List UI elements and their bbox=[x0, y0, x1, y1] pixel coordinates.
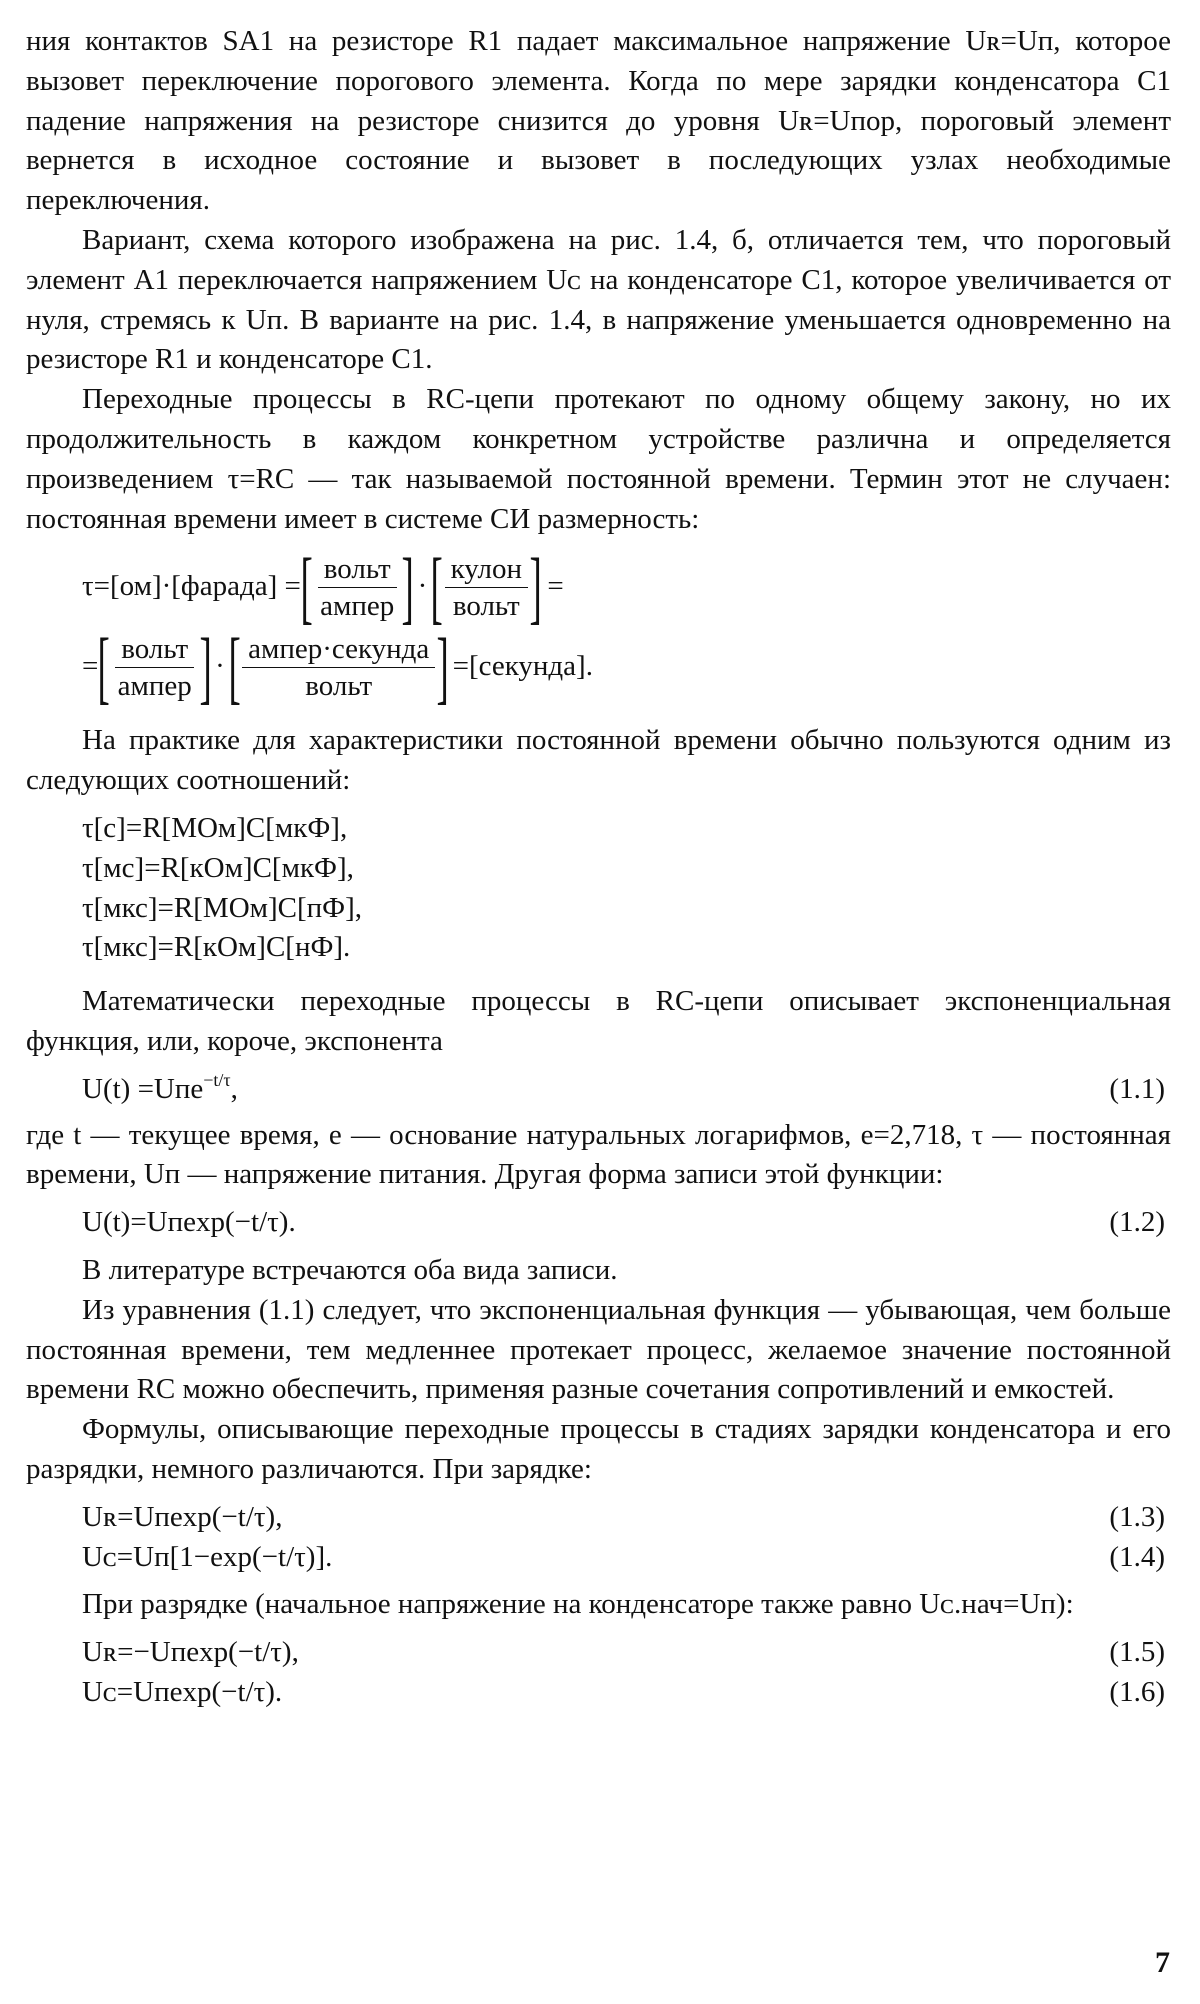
fraction-ampere-second-volt: $\frac{\text{ампер·секунда}}{\text{вольт}}$ bbox=[242, 631, 435, 704]
equation-number: (1.2) bbox=[1109, 1206, 1165, 1239]
units-formula-line-1: τ=[ом]·[фарада] = [ $\frac{\text{вольт}}{\text{ампер}}$ ] · [ $\frac{\text{кулон}}{\text{вольт}}$ ] = bbox=[82, 541, 564, 633]
relation-item: τ[с]=R[МОм]С[мкФ], bbox=[82, 811, 348, 844]
relations-list bbox=[26, 809, 1171, 968]
equation-1-4: Uᴄ=Uп[1−exp(−t/τ)]. (1.4) bbox=[26, 1538, 1171, 1578]
equation-1-5: Uʀ=−Uпexp(−t/τ), (1.5) bbox=[26, 1633, 1171, 1673]
equation-1-6: Uᴄ=Uпexp(−t/τ). (1.6) bbox=[26, 1673, 1171, 1713]
page-number: 7 bbox=[1155, 1946, 1170, 1979]
equation-number: (1.5) bbox=[1109, 1636, 1165, 1669]
paragraph-9: Формулы, описывающие переходные процессы в стадиях зарядки конденсатора и его разрядки, немного различаются. При зарядке: bbox=[26, 1413, 1171, 1485]
equation-1-1: U(t) =Uпe$^{-t/\tau}$, (1.1) bbox=[26, 1070, 1171, 1110]
paragraph-10: При разрядке (начальное напряжение на конденсаторе также равно Uᴄ.нач=Uп): bbox=[82, 1588, 1074, 1621]
fraction-volt-ampere-2: $\frac{\text{вольт}}{\text{ампер}}$ bbox=[112, 631, 198, 704]
fraction-coulomb-volt: $\frac{\text{кулон}}{\text{вольт}}$ bbox=[445, 551, 528, 624]
paragraph-1: ния контактов SA1 на резисторе R1 падает максимальное напряжение Uʀ=Uп, которое вызовет переключение порогового элемента. Когда по мере зарядки конденсатора С1 падение напряжения на резисторе снизится до уровня Uʀ=Uпор, пороговый элемент вернется в исходное состояние и вызовет в последующих узлах необходимые переключения. bbox=[26, 25, 1171, 217]
page-body bbox=[26, 22, 1171, 1713]
equation-number: (1.1) bbox=[1109, 1072, 1165, 1105]
relation-item: τ[мкс]=R[МОм]С[пФ], bbox=[82, 891, 362, 924]
paragraph-2: Вариант, схема которого изображена на рис. 1.4, б, отличается тем, что пороговый элемент А1 переключается напряжением Uᴄ на конденсаторе С1, которое увеличивается от нуля, стремясь к Uп. В варианте на рис. 1.4, в напряжение уменьшается одновременно на резисторе R1 и конденсаторе С1. bbox=[26, 223, 1171, 376]
fraction-volt-ampere: $\frac{\text{вольт}}{\text{ампер}}$ bbox=[314, 551, 400, 624]
paragraph-7: В литературе встречаются оба вида записи. bbox=[82, 1253, 618, 1286]
paragraph-5: Математически переходные процессы в RC-цепи описывает экспоненциальная функция, или, короче, экспонента bbox=[26, 985, 1171, 1057]
equation-1-2: U(t)=Uпexp(−t/τ). (1.2) bbox=[26, 1203, 1171, 1243]
equation-number: (1.3) bbox=[1109, 1500, 1165, 1533]
paragraph-4: На практике для характеристики постоянной времени обычно пользуются одним из следующих соотношений: bbox=[26, 724, 1171, 797]
relation-item: τ[мс]=R[кОм]С[мкФ], bbox=[82, 851, 354, 884]
units-formula bbox=[26, 541, 1171, 713]
relation-item: τ[мкс]=R[кОм]С[нФ]. bbox=[82, 931, 351, 964]
paragraph-8: Из уравнения (1.1) следует, что экспоненциальная функция — убывающая, чем больше постоянная времени, тем медленнее протекает процесс, желаемое значение постоянной времени RC можно обеспечить, применяя разные сочетания сопротивлений и емкостей. bbox=[26, 1293, 1171, 1406]
equation-number: (1.6) bbox=[1109, 1675, 1165, 1708]
units-formula-line-2: = [ $\frac{\text{вольт}}{\text{ампер}}$ ] · [ $\frac{\text{ампер·секунда}}{\text{вольт}}$ ] =[секунда]. bbox=[82, 621, 593, 713]
equation-number: (1.4) bbox=[1109, 1540, 1165, 1573]
paragraph-6: где t — текущее время, е — основание натуральных логарифмов, е=2,718, τ — постоянная времени, Uп — напряжение питания. Другая форма записи этой функции: bbox=[26, 1118, 1171, 1191]
equation-1-3: Uʀ=Uпexp(−t/τ), (1.3) bbox=[26, 1498, 1171, 1538]
paragraph-3: Переходные процессы в RC-цепи протекают по одному общему закону, но их продолжительность в каждом конкретном устройстве различна и определяется произведением τ=RC — так называемой постоянной времени. Термин этот не случаен: постоянная времени имеет в системе СИ размерность: bbox=[26, 383, 1171, 535]
